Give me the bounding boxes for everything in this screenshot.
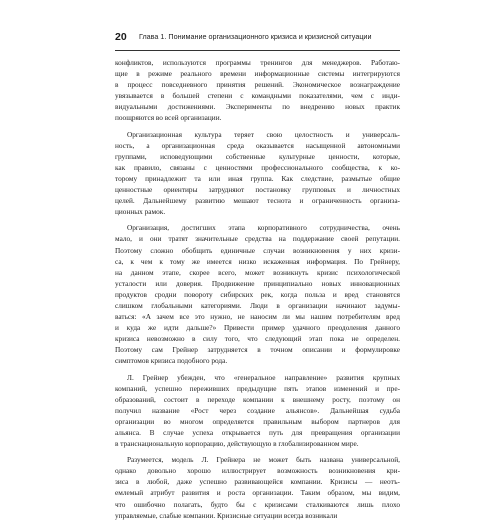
text-line: кризиса невозможно в силу того, что следующий этап пока не определен. bbox=[115, 334, 400, 344]
text-line: группами, исповедующими собственные культурные ценности, которые, bbox=[115, 151, 400, 161]
text-line: емлемый атрибут развития и роста организации. Таким образом, мы видим, bbox=[115, 488, 400, 498]
text-line: на данном этапе, скорее всего, может возникнуть кризис психологической bbox=[115, 267, 400, 277]
text-line: и куда же идти дальше?» Привести пример удачного преодоления данного bbox=[115, 323, 400, 333]
text-line: поощряются во всей организации. bbox=[115, 113, 222, 123]
text-line: продуктов сродни повороту сибирских рек, когда польза и вред становятся bbox=[115, 289, 400, 299]
text-line: Поэтому сложно обобщить единичные случаи возникновения у них кризи- bbox=[115, 245, 400, 255]
text-line: Поэтому сам Грейнер затрудняется в точном описании и формулировке bbox=[115, 345, 400, 355]
text-line: образований, состоит в переходе компании к внешнему росту, поэтому он bbox=[115, 394, 400, 404]
text-line: ность, а организационная среда оказывается насыщенной автономными bbox=[115, 140, 400, 150]
text-line: видуальными достижениями. Эксперименты по внедрению новых практик bbox=[115, 102, 400, 112]
text-line: ценностные ориентиры затрудняют постановку групповых и личностных bbox=[115, 185, 400, 195]
text-line: усталости или доверия. Продвижение принципиально новых инновационных bbox=[115, 278, 400, 288]
text-line: компаний, успешно переживших предыдущие пять этапов изменений и пре- bbox=[115, 383, 400, 393]
text-line: Организационная культура теряет свою целостность и универсаль- bbox=[127, 129, 400, 139]
paragraph bbox=[115, 372, 400, 450]
paragraph bbox=[115, 57, 400, 124]
text-line: Разумеется, модель Л. Грейнера не может быть названа универсальной, bbox=[127, 455, 400, 465]
text-line: увязывается в большей степени с командными показателями, чем с инди- bbox=[115, 91, 400, 101]
text-line: альянса. В случае успеха открывается путь для превращения организации bbox=[115, 428, 400, 437]
text-line: в процесс повседневного принятия решений. Экономическое вознаграждение bbox=[115, 80, 400, 90]
running-header bbox=[115, 28, 400, 51]
text-line: как правило, связаны с ценностями профессионального сообщества, к ко- bbox=[115, 162, 400, 172]
text-line: конфликтов, используются программы тренингов для менеджеров. Работаю- bbox=[115, 58, 400, 67]
text-line: что ошибочно полагать, будто бы с кризисами сталкиваются лишь плохо bbox=[115, 499, 400, 509]
text-line: в транснациональную корпорацию, действующую в глобализированном мире. bbox=[115, 439, 359, 449]
paragraph bbox=[115, 222, 400, 366]
text-line: ваться: «А зачем все это нужно, не наносим ли мы нашим потребителям вред bbox=[115, 312, 400, 322]
paragraph bbox=[115, 129, 400, 218]
text-line: ционных рамок. bbox=[115, 207, 166, 217]
text-line: Организация, достигших этапа корпоративного сотрудничества, очень bbox=[127, 223, 400, 233]
text-line: мало, и они тратят значительные средства на поддержание своей репутации. bbox=[115, 234, 400, 244]
text-line: получил название «Рост через создание альянсов». Дальнейшая судьба bbox=[115, 405, 400, 415]
text-line: целей. Дальнейшему развитию мешают теснота и ограниченность организа- bbox=[115, 196, 400, 206]
text-line: торому принадлежит та или иная группа. Как следствие, размытые общие bbox=[115, 173, 400, 183]
text-line: щие в режиме реального времени информационные системы интегрируются bbox=[115, 69, 400, 79]
text-line: организации во многом определяется правильным выбором партнеров для bbox=[115, 416, 400, 426]
body-text bbox=[115, 57, 400, 526]
text-line: управляемые, слабые компании. Кризисные ситуации всегда возникали bbox=[115, 510, 338, 520]
text-line: однако довольно хорошо иллюстрирует возможность возникновения кри- bbox=[115, 466, 400, 476]
paragraph bbox=[115, 454, 400, 521]
text-line: зиса в любой, даже успешно развивающейся компании. Кризисы — неотъ- bbox=[115, 477, 400, 487]
page-number: 20 bbox=[115, 31, 127, 43]
text-line: симптомов кризиса подобного рода. bbox=[115, 356, 228, 366]
text-line: Л. Грейнер убежден, что «генеральное направление» развития крупных bbox=[127, 372, 400, 382]
chapter-title: Глава 1. Понимание организационного кризиса и кризисной ситуации bbox=[139, 32, 372, 41]
text-line: са, к чем к тому же имеется низко искаженная информация. По Грейнеру, bbox=[115, 256, 400, 266]
text-line: слишком глобальными категориями. Люди в организации начинают задумы- bbox=[115, 300, 400, 310]
